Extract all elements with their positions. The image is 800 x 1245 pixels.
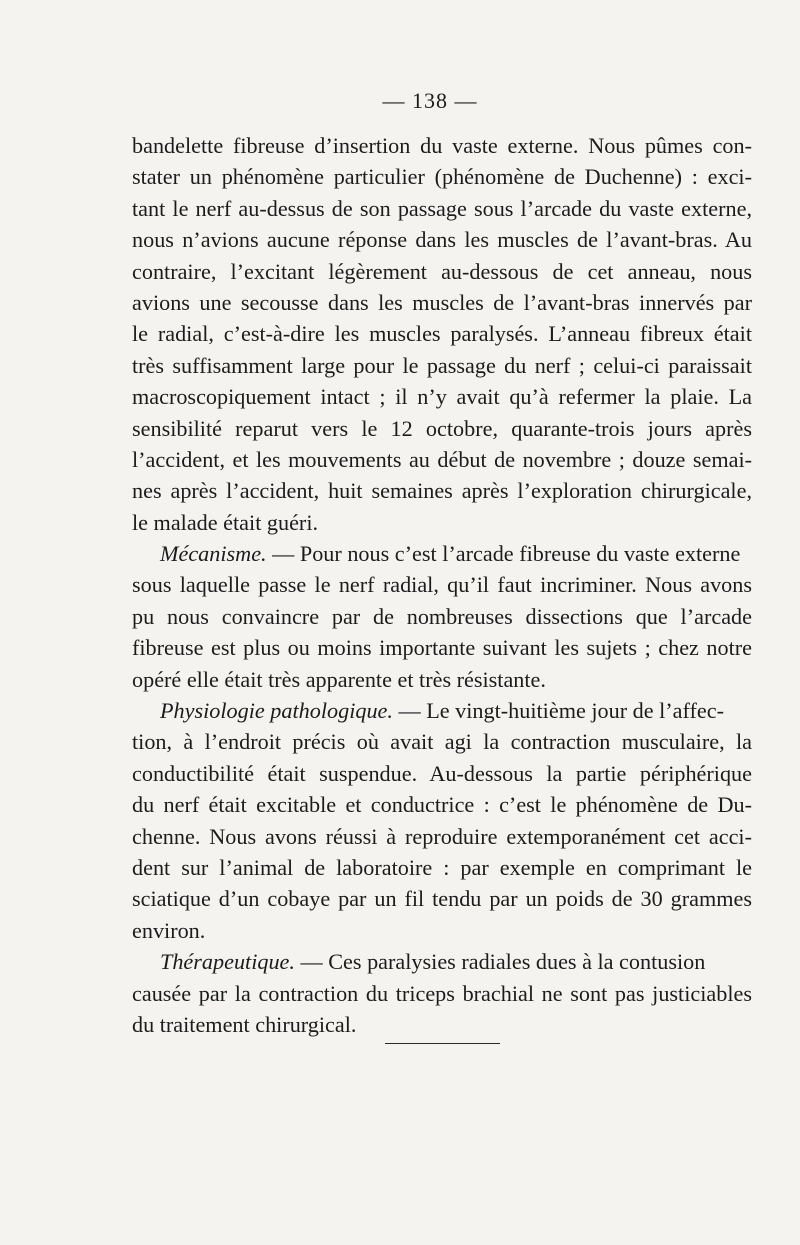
- text-line: dent sur l’animal de laboratoire : par exemple en comprimant le: [132, 854, 752, 880]
- text-line: nous n’avions aucune réponse dans les muscles de l’avant-bras. Au: [132, 227, 752, 253]
- section-heading-physiologie: Physiologie pathologique.: [160, 698, 393, 724]
- text-line: l’accident, et les mouvements au début de novembre ; douze semai-: [132, 446, 752, 472]
- text-line: du nerf était excitable et conductrice : c’est le phénomène de Du-: [132, 792, 752, 818]
- section-heading-therapeutique: Thérapeutique.: [160, 949, 295, 975]
- text-line: tion, à l’endroit précis où avait agi la contraction musculaire, la: [132, 729, 752, 755]
- text-line: le malade était guéri.: [132, 509, 319, 535]
- text-line: macroscopiquement intact ; il n’y avait qu’à refermer la plaie. La: [132, 384, 752, 410]
- text-line: sous laquelle passe le nerf radial, qu’il faut incriminer. Nous avons: [132, 572, 752, 598]
- body-text: [132, 130, 752, 1040]
- text-line: très suffisamment large pour le passage du nerf ; celui-ci paraissait: [132, 352, 752, 378]
- text-line: pu nous convaincre par de nombreuses dissections que l’arcade: [132, 603, 752, 629]
- text-line: du traitement chirurgical.: [132, 1011, 357, 1037]
- paragraph-mecanisme-first-line: [132, 538, 752, 569]
- text-line: sciatique d’un cobaye par un fil tendu par un poids de 30 grammes: [132, 886, 752, 912]
- text-line: stater un phénomène particulier (phénomène de Duchenne) : exci-: [132, 164, 752, 190]
- text-line: — Le vingt-huitième jour de l’affec-: [392, 698, 724, 724]
- text-line: opéré elle était très apparente et très résistante.: [132, 666, 546, 692]
- paragraph-physiologie-first-line: [132, 695, 752, 726]
- text-line: — Pour nous c’est l’arcade fibreuse du vaste externe: [266, 541, 741, 567]
- section-heading-mecanisme: Mécanisme.: [160, 541, 267, 567]
- text-line: bandelette fibreuse d’insertion du vaste externe. Nous pûmes con-: [132, 133, 752, 158]
- text-line: le radial, c’est-à-dire les muscles paralysés. L’anneau fibreux était: [132, 321, 752, 347]
- text-line: sensibilité reparut vers le 12 octobre, quarante-trois jours après: [132, 415, 752, 441]
- page-number: — 138 —: [382, 88, 478, 113]
- text-line: environ.: [132, 917, 206, 943]
- text-line: nes après l’accident, huit semaines après l’exploration chirurgicale,: [132, 478, 752, 504]
- text-line: contraire, l’excitant légèrement au-dessous de cet anneau, nous: [132, 258, 752, 284]
- section-end-rule: [385, 1043, 500, 1044]
- paragraph-therapeutique-first-line: [132, 946, 752, 977]
- text-line: chenne. Nous avons réussi à reproduire extemporanément cet acci-: [132, 823, 752, 849]
- text-line: conductibilité était suspendue. Au-dessous la partie périphérique: [132, 760, 752, 786]
- text-line: tant le nerf au-dessus de son passage sous l’arcade du vaste externe,: [132, 195, 752, 221]
- text-line: — Ces paralysies radiales dues à la contusion: [294, 949, 706, 975]
- text-line: fibreuse est plus ou moins importante suivant les sujets ; chez notre: [132, 635, 752, 661]
- text-line: avions une secousse dans les muscles de l’avant-bras innervés par: [132, 289, 752, 315]
- text-line: causée par la contraction du triceps brachial ne sont pas justiciables: [132, 980, 752, 1006]
